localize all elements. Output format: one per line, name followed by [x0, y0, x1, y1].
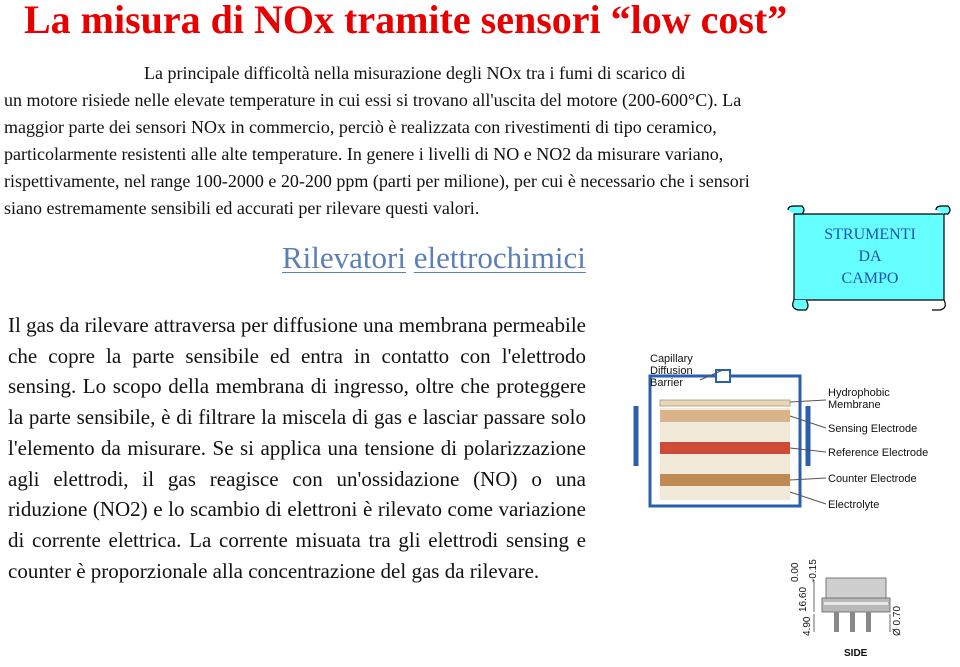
dimension-pin-diameter: Ø 0.70 [892, 605, 903, 636]
sensor-side-view [822, 578, 890, 632]
intro-paragraph [4, 60, 956, 222]
intro-line: La principale difficoltà nella misurazione degli NOx tra i fumi di scarico di [144, 63, 686, 83]
hydrophobic-membrane [660, 400, 790, 406]
electrolyte-label: Electrolyte [828, 499, 880, 511]
sensor-diagram [630, 336, 956, 662]
intro-line: siano estremamente sensibili ed accurati per rilevare questi valori. [4, 198, 480, 218]
body-paragraph: Il gas da rilevare attraversa per diffusione una membrana permeabile che copre la parte sensibile ed entra in contatto con l'elettrodo sensing. Lo scopo della membrana di ingresso, oltre che proteggere la parte sensibile, è di filtrare la miscela di gas e lasciar passare solo l'elemento da misurare. Se si applica una tensione di polarizzazione agli elettrodi, il gas reagisce con un'ossidazione (NO) o una riduzione (NO2) e lo scambio di elettroni è rilevato come variazione di corrente elettrica. La corrente misuata tra gli elettrodi sensing e counter è proporzionale alla concentrazione del gas da rilevare. [8, 313, 586, 583]
intro-line: particolarmente resistenti alle alte temperature. In genere i livelli di NO e NO2 da misurare variano, [4, 144, 724, 164]
scroll-label-line: STRUMENTI [824, 226, 916, 243]
intro-line: un motore risiede nelle elevate temperature in cui essi si trovano all'uscita del motore (200-600°C). La [4, 90, 742, 110]
intro-line: maggior parte dei sensori NOx in commercio, perciò è realizzata con rivestimenti di tipo ceramico, [4, 117, 717, 137]
reference-electrode [660, 442, 790, 454]
section-heading[interactable] [282, 240, 586, 276]
dimension-width-lower: -0.15 [808, 559, 819, 582]
side-label: SIDE [844, 648, 868, 659]
capillary-label: Capillary Diffusion Barrier [650, 353, 693, 389]
page-title: La misura di NOx tramite sensori “low cost” [24, 0, 788, 42]
scroll-label [800, 224, 940, 290]
reference-label: Reference Electrode [828, 447, 929, 459]
counter-electrode [660, 474, 790, 486]
section-heading-word[interactable]: elettrochimici [413, 240, 586, 275]
scroll-label-line: DA [858, 248, 882, 265]
dimension-width-upper: 0.00 [790, 562, 801, 582]
section-heading-word[interactable]: Rilevatori [282, 240, 406, 275]
sensing-electrode [660, 410, 790, 422]
counter-label: Counter Electrode [828, 473, 917, 485]
scroll-label-line: CAMPO [841, 270, 899, 287]
intro-line: rispettivamente, nel range 100-2000 e 20-200 ppm (parti per milione), per cui è necessario che i sensori [4, 171, 750, 191]
sensing-label: Sensing Electrode [828, 423, 918, 435]
dimension-pin-length: 4.90 [802, 616, 813, 636]
hydrophobic-label: Hydrophobic Membrane [828, 387, 890, 411]
dimension-width: 16.60 [798, 586, 809, 612]
scroll-banner [784, 204, 954, 314]
